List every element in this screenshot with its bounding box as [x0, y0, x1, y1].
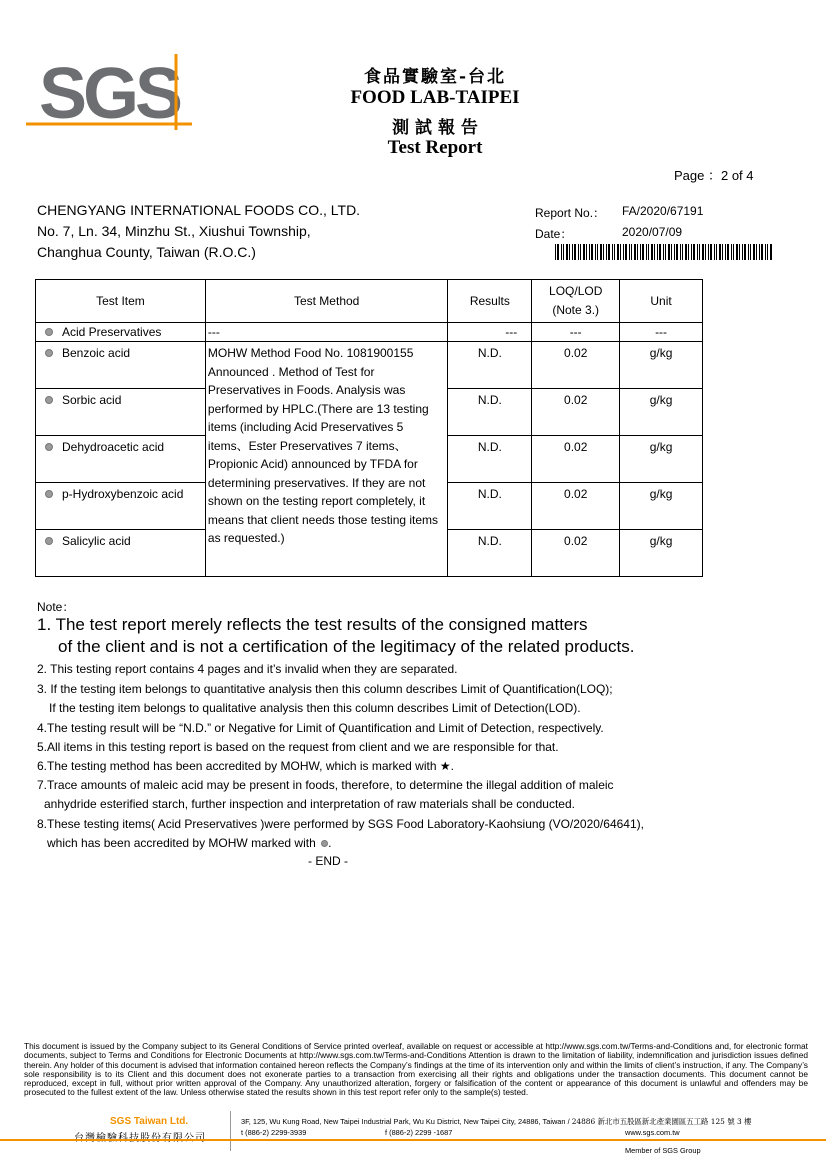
note-2: 2. This testing report contains 4 pages and it’s invalid when they are separated. [37, 662, 458, 676]
barcode-bar [648, 244, 649, 260]
barcode-bar [699, 244, 700, 260]
barcode-bar [600, 244, 602, 260]
group-result: --- [448, 323, 532, 342]
barcode-bar [722, 244, 723, 260]
barcode-bar [714, 244, 715, 260]
table-header-row [36, 280, 703, 323]
barcode-bar [606, 244, 607, 260]
company-name-en: SGS Taiwan Ltd. [110, 1116, 189, 1127]
barcode-bar [561, 244, 562, 260]
company-address [241, 1116, 751, 1127]
barcode-bar [731, 244, 732, 260]
note-3-line2: If the testing item belongs to qualitative analysis then this column describes Limit of Detection(LOD). [49, 701, 581, 715]
bullet-icon [45, 328, 53, 336]
barcode-bar [702, 244, 704, 260]
barcode-bar [708, 244, 709, 260]
row-item: Dehydroacetic acid [62, 440, 165, 454]
barcode-bar [663, 244, 664, 260]
note-4: 4.The testing result will be “N.D.” or Negative for Limit of Quantification and Limit of Detection, respectively. [37, 721, 604, 735]
row-item-cell [36, 389, 206, 436]
bullet-icon [45, 349, 53, 357]
barcode-bar [597, 244, 598, 260]
row-unit: g/kg [620, 389, 703, 436]
terms-link-1[interactable]: http://www.sgs.com.tw/Terms-and-Conditions [545, 1041, 713, 1051]
barcode-bar [572, 244, 573, 260]
barcode-bar [614, 244, 615, 260]
barcode-bar [646, 244, 647, 260]
barcode-bar [612, 244, 613, 260]
company-website[interactable]: www.sgs.com.tw [625, 1128, 680, 1137]
row-loq: 0.02 [532, 483, 620, 530]
report-title-cn: 測 試 報 告 [392, 118, 478, 138]
note-7-line1: 7.Trace amounts of maleic acid may be present in foods, therefore, to determine the illegal addition of maleic [37, 778, 614, 792]
barcode-bar [589, 244, 590, 260]
barcode-bar [753, 244, 755, 260]
bullet-icon [45, 396, 53, 404]
note-8-text: which has been accredited by MOHW marked with [47, 836, 316, 850]
address-en: 3F, 125, Wu Kung Road, New Taipei Industrial Park, Wu Ku District, New Taipei City, 24886, Taiwan / [241, 1117, 570, 1126]
row-item: Sorbic acid [62, 393, 122, 407]
lab-title-en: FOOD LAB-TAIPEI [350, 87, 520, 108]
end-marker: - END - [308, 854, 348, 868]
header-loq-lod [532, 280, 620, 323]
client-address-line1: No. 7, Ln. 34, Minzhu St., Xiushui Township, [37, 223, 311, 239]
barcode-bar [651, 244, 653, 260]
footer-orange-line [0, 1139, 826, 1141]
barcode-bar [566, 244, 568, 260]
header-loq-lod-line1: LOQ/LOD [549, 284, 603, 298]
row-unit: g/kg [620, 483, 703, 530]
row-item-cell [36, 342, 206, 389]
barcode-bar [705, 244, 706, 260]
barcode-bar [733, 244, 734, 260]
barcode-bar [744, 244, 746, 260]
notes-title: Note： [37, 600, 75, 614]
barcode-bar [748, 244, 749, 260]
barcode-bar [595, 244, 596, 260]
barcode-bar [637, 244, 638, 260]
note-8-line1: 8.These testing items( Acid Preservatives )were performed by SGS Food Laboratory-Kaohsiung (VO/2020/64641), [37, 817, 644, 831]
note-7-line2: anhydride esterified starch, further inspection and interpretation of raw materials shall be conducted. [44, 797, 575, 811]
note-5: 5.All items in this testing report is based on the request from client and we are responsible for that. [37, 740, 559, 754]
barcode-bar [682, 244, 683, 260]
row-result: N.D. [448, 483, 532, 530]
company-fax: f (886-2) 2299 -1687 [385, 1128, 453, 1137]
barcode-bar [725, 244, 726, 260]
disclaimer-text-1: This document is issued by the Company subject to its General Conditions of Service printed overleaf, available on request or accessible at [24, 1041, 543, 1051]
barcode-bar [574, 244, 576, 260]
test-method-cell: MOHW Method Food No. 1081900155 Announced . Method of Test for Preservatives in Foods. Analysis was performed by HPLC.(There are 13 testing items (including Acid Preservatives 5 items、Ester Preservatives 7 items、Propionic Acid) announced by TFDA for determining preservatives. If they are not shown on the testing report completely, it means that client needs those testing items as requested.) [205, 342, 447, 577]
barcode-bar [603, 244, 604, 260]
barcode-bar [583, 244, 585, 260]
row-item: Salicylic acid [62, 534, 131, 548]
row-result: N.D. [448, 389, 532, 436]
row-result: N.D. [448, 436, 532, 483]
barcode-bar [742, 244, 743, 260]
sgs-logo [26, 52, 192, 130]
barcode-bar [578, 244, 579, 260]
barcode-bar [617, 244, 619, 260]
note-8-line2: which has been accredited by MOHW marked with . [47, 836, 332, 850]
barcode-bar [642, 244, 644, 260]
header-unit: Unit [620, 280, 703, 323]
barcode-bar [756, 244, 757, 260]
header-test-item: Test Item [36, 280, 206, 323]
table-row-group [36, 323, 703, 342]
report-no-label: Report No.： [535, 206, 606, 220]
barcode-bar [674, 244, 675, 260]
barcode-bar [623, 244, 624, 260]
client-name: CHENGYANG INTERNATIONAL FOODS CO., LTD. [37, 202, 361, 218]
barcode-bar [691, 244, 692, 260]
group-item-cell [36, 323, 206, 342]
header-test-method: Test Method [205, 280, 447, 323]
barcode-bar [676, 244, 678, 260]
header-results: Results [448, 280, 532, 323]
row-loq: 0.02 [532, 530, 620, 577]
row-item: Benzoic acid [62, 346, 131, 360]
company-name-cn [74, 1129, 206, 1144]
barcode-bar [580, 244, 581, 260]
row-unit: g/kg [620, 342, 703, 389]
client-address-line2: Changhua County, Taiwan (R.O.C.) [37, 244, 256, 260]
barcode-bar [620, 244, 621, 260]
barcode-bar [759, 244, 760, 260]
row-unit: g/kg [620, 530, 703, 577]
barcode-bar [697, 244, 698, 260]
barcode [555, 244, 775, 260]
barcode-bar [591, 244, 593, 260]
barcode-bar [668, 244, 670, 260]
bullet-icon [45, 443, 53, 451]
barcode-bar [640, 244, 641, 260]
address-cn: 24886 新北市五股區新北產業園區五工路 125 號 3 樓 [571, 1117, 752, 1126]
group-method: --- [205, 323, 447, 342]
group-unit: --- [620, 323, 703, 342]
barcode-bar [586, 244, 587, 260]
barcode-bar [688, 244, 689, 260]
barcode-bar [555, 244, 556, 260]
barcode-bar [680, 244, 681, 260]
row-loq: 0.02 [532, 342, 620, 389]
row-result: N.D. [448, 342, 532, 389]
row-loq: 0.02 [532, 389, 620, 436]
disclaimer-text-2: and, for electronic format documents, subject to Terms and Conditions for Electronic Documents at [24, 1041, 809, 1061]
sgs-logo-text: SGS [38, 54, 180, 130]
row-item-cell [36, 530, 206, 577]
barcode-bar [557, 244, 559, 260]
barcode-bar [665, 244, 666, 260]
barcode-bar [685, 244, 687, 260]
barcode-bar [608, 244, 610, 260]
barcode-bar [629, 244, 630, 260]
report-date-value: 2020/07/09 [622, 225, 683, 239]
barcode-bar [659, 244, 661, 260]
barcode-bar [727, 244, 729, 260]
report-no-value: FA/2020/67191 [622, 204, 704, 218]
note-1-line2: of the client and is not a certification of the legitimacy of the related products. [58, 637, 635, 656]
row-loq: 0.02 [532, 436, 620, 483]
bullet-icon [321, 840, 328, 847]
table-row [36, 342, 703, 389]
disclaimer-text-3: Attention is drawn to the limitation of liability, indemnification and jurisdiction issues defined therein. Any holder of this document is advised that information contained hereon reflects the Company’s findings at the time of its intervention only and within the limits of client’s instruction, if any. The Company’s sole responsibility is to its Client and this document does not exonerate parties to a transaction from exercising all their rights and obligations under the transaction documents. This document cannot be reproduced, except in full, without prior written approval of the Company. Any unauthorized alteration, forgery or falsification of the content or appearance of this document is unlawful and offenders may be prosecuted to the fullest extent of the law. Unless otherwise stated the results shown in this test report refer only to the sample(s) tested. [24, 1050, 809, 1098]
barcode-bar [654, 244, 655, 260]
barcode-bar [634, 244, 636, 260]
barcode-bar [563, 244, 564, 260]
note-3-line1: 3. If the testing item belongs to quantitative analysis then this column describes Limit of Quantification(LOQ); [37, 682, 613, 696]
group-loq: --- [532, 323, 620, 342]
header-loq-lod-line2: (Note 3.) [552, 303, 600, 317]
barcode-bar [767, 244, 768, 260]
barcode-bar [716, 244, 717, 260]
page-number: Page ：2 of 4 [674, 168, 754, 183]
bullet-icon [45, 537, 53, 545]
barcode-bar [710, 244, 712, 260]
report-title-en: Test Report [387, 137, 483, 158]
barcode-bar [765, 244, 766, 260]
barcode-bar [761, 244, 763, 260]
note-1-line1: 1. The test report merely reflects the test results of the consigned matters [37, 615, 588, 634]
barcode-bar [569, 244, 570, 260]
company-tel: t (886-2) 2299-3939 [241, 1128, 307, 1137]
footer-disclaimer [24, 1042, 808, 1098]
row-unit: g/kg [620, 436, 703, 483]
note-6: 6.The testing method has been accredited by MOHW, which is marked with ★. [37, 759, 454, 773]
terms-link-2[interactable]: http://www.sgs.com.tw/Terms-and-Conditions [299, 1050, 467, 1061]
results-table [35, 279, 703, 577]
group-item: Acid Preservatives [62, 325, 162, 339]
barcode-bar [625, 244, 627, 260]
barcode-bar [750, 244, 751, 260]
row-item: p-Hydroxybenzoic acid [62, 487, 184, 501]
member-of-group: Member of SGS Group [625, 1146, 701, 1155]
barcode-bar [736, 244, 738, 260]
bullet-icon [45, 490, 53, 498]
barcode-bar [739, 244, 740, 260]
barcode-bar [631, 244, 632, 260]
barcode-bar [693, 244, 695, 260]
lab-title-cn: 食品實驗室-台北 [363, 67, 507, 87]
row-item-cell [36, 436, 206, 483]
barcode-bar [770, 244, 772, 260]
footer-divider [230, 1111, 231, 1151]
row-item-cell [36, 483, 206, 530]
row-result: N.D. [448, 530, 532, 577]
report-date-label: Date： [535, 227, 573, 241]
barcode-bar [657, 244, 658, 260]
barcode-bar [671, 244, 672, 260]
barcode-bar [719, 244, 721, 260]
